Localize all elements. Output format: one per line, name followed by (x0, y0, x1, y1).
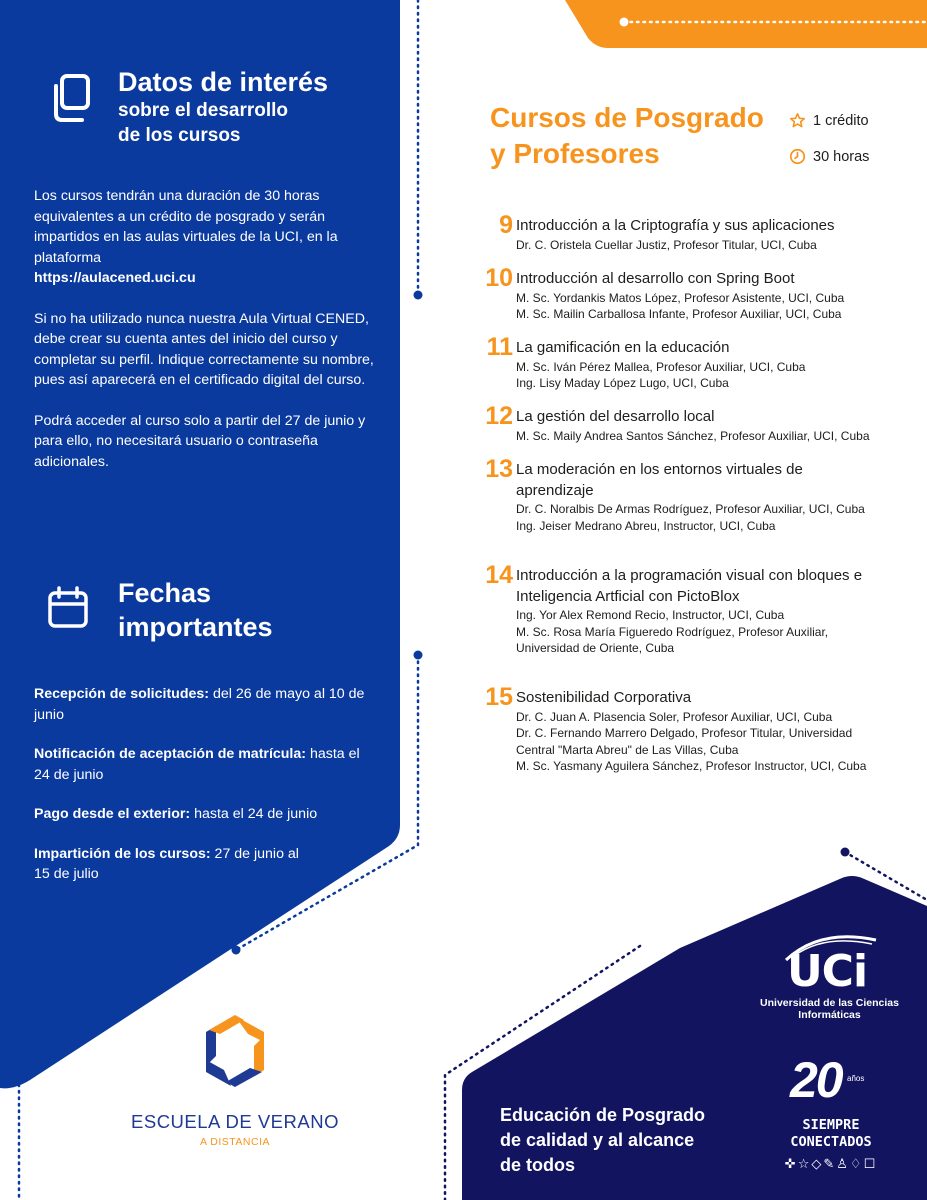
star-icon (789, 112, 806, 129)
uci-logo-text: UCi (786, 946, 868, 997)
date-label: Impartición de los cursos: (34, 845, 211, 862)
lightbulb-icon: ♢ (849, 1156, 864, 1171)
course-number: 13 (485, 455, 513, 483)
slogan-line3: de todos (500, 1155, 575, 1175)
course-title: Sostenibilidad Corporativa (516, 689, 692, 706)
course-title: Introducción a la programación visual con bloques e Inteligencia Artficial con PictoBlox (516, 567, 863, 605)
date-value: hasta el 24 de junio (190, 806, 318, 822)
info-title: Datos de interés (118, 67, 329, 97)
info-subtitle-line2: de los cursos (118, 125, 241, 146)
date-label: Recepción de solicitudes: (34, 686, 210, 702)
info-subtitle-line1: sobre el desarrollo (118, 100, 289, 121)
slogan-line2: de calidad y al alcance (500, 1130, 695, 1150)
course-number: 12 (485, 402, 513, 430)
course-teacher: Dr. C. Juan A. Plasencia Soler, Profesor Auxiliar, UCI, Cuba (516, 709, 833, 724)
uci-name-line2: Informáticas (798, 1009, 861, 1021)
anniversary-unit: años (847, 1074, 865, 1083)
gamepad-icon: ✜ (784, 1156, 798, 1171)
hours-text: 30 horas (813, 148, 870, 165)
course-teacher: Dr. C. Noralbis De Armas Rodríguez, Profesor Auxiliar, UCI, Cuba (516, 502, 865, 516)
course-title: Introducción al desarrollo con Spring Boot (516, 270, 795, 287)
date-value: hasta el 24 de junio (34, 746, 360, 783)
courses-title-line1: Cursos de Posgrado (490, 102, 764, 133)
course-title: La gestión del desarrollo local (516, 408, 715, 425)
star-outline-icon: ☆ (797, 1156, 812, 1171)
course-item (475, 455, 885, 534)
thumbs-up-icon: ♙ (836, 1156, 850, 1171)
info-body (34, 186, 374, 472)
platform-url[interactable]: https://aulacened.uci.cu (34, 270, 196, 286)
uci-name-line1: Universidad de las Ciencias (760, 997, 899, 1009)
date-item (34, 804, 374, 825)
course-number: 10 (485, 264, 513, 292)
date-value: del 26 de mayo al 10 de junio (34, 686, 365, 723)
course-item (475, 264, 905, 323)
course-title: La moderación en los entornos virtuales de aprendizaje (516, 461, 803, 499)
course-number: 11 (486, 333, 513, 361)
date-value: 27 de junio al 15 de julio (34, 845, 299, 882)
course-teacher: M. Sc. Yordankis Matos López, Profesor Asistente, UCI, Cuba (516, 290, 845, 305)
hexagon-logo (198, 1012, 272, 1095)
course-item (475, 683, 887, 775)
date-item (34, 744, 374, 785)
uci-motto-line2: CONECTADOS (790, 1134, 872, 1150)
course-teacher: Ing. Yor Alex Remond Recio, Instructor, UCI, Cuba (516, 608, 785, 622)
credit-text: 1 crédito (813, 112, 869, 129)
uci-name (752, 997, 907, 1021)
course-teacher: M. Sc. Yasmany Aguilera Sánchez, Profesor Instructor, UCI, Cuba (516, 759, 867, 773)
course-number: 15 (485, 683, 513, 711)
course-teacher: Dr. C. Fernando Marrero Delgado, Profesor Titular, Universidad Central "Marta Abreu" de Las Villas, Cuba (516, 726, 853, 757)
pen-icon: ✎ (823, 1156, 837, 1171)
dates-title-line1: Fechas (118, 578, 212, 608)
course-number: 9 (499, 211, 513, 239)
course-teacher: Ing. Lisy Maday López Lugo, UCI, Cuba (516, 376, 729, 390)
course-item (475, 561, 887, 657)
courses-heading (490, 100, 764, 172)
copy-documents-icon (48, 72, 96, 129)
hours-info (789, 148, 869, 165)
course-teacher: Dr. C. Oristela Cuellar Justiz, Profesor Titular, UCI, Cuba (516, 237, 817, 252)
slogan (500, 1103, 705, 1178)
escuela-title: ESCUELA DE VERANO (131, 1111, 339, 1132)
escuela-subtitle: A DISTANCIA (199, 1136, 271, 1148)
dates-list (34, 684, 374, 885)
info-paragraph-2: Si no ha utilizado nunca nuestra Aula Virtual CENED, debe crear su cuenta antes del inicio del curso y completar su perfil. Indique correctamente su nombre, pues así aparecerá en el certificado digital del curso. (34, 310, 374, 388)
credit-info (789, 112, 869, 129)
info-paragraph-3: Podrá acceder al curso solo a partir del 27 de junio y para ello, no necesitará usuario o contraseña adicionales. (34, 412, 366, 470)
course-teacher: M. Sc. Mailin Carballosa Infante, Profesor Auxiliar, UCI, Cuba (516, 307, 842, 321)
anniversary-number: 20 (790, 1052, 842, 1108)
hand-icon: ☐ (863, 1156, 878, 1171)
date-item (34, 684, 374, 725)
date-label: Notificación de aceptación de matrícula: (34, 746, 306, 762)
uci-motto (768, 1117, 894, 1151)
course-number: 14 (485, 561, 513, 589)
diamond-icon: ◇ (811, 1156, 824, 1171)
uci-icon-row (764, 1156, 898, 1172)
course-title: La gamificación en la educación (516, 339, 730, 356)
course-item (475, 211, 905, 253)
course-teacher: M. Sc. Iván Pérez Mallea, Profesor Auxiliar, UCI, Cuba (516, 359, 806, 374)
course-teacher: M. Sc. Maily Andrea Santos Sánchez, Profesor Auxiliar, UCI, Cuba (516, 428, 870, 443)
course-item (475, 402, 905, 444)
course-title: Introducción a la Criptografía y sus aplicaciones (516, 217, 835, 234)
date-item (34, 844, 304, 885)
course-teacher: Ing. Jeiser Medrano Abreu, Instructor, UCI, Cuba (516, 518, 776, 533)
info-paragraph-1: Los cursos tendrán una duración de 30 horas equivalentes a un crédito de posgrado y serán impartidos en las aulas virtuales de la UCI, en la plataforma (34, 188, 338, 266)
calendar-icon (46, 586, 90, 635)
clock-icon (789, 148, 806, 165)
date-label: Pago desde el exterior: (34, 806, 191, 822)
course-teacher: M. Sc. Rosa María Figueredo Rodríguez, Profesor Auxiliar, Universidad de Oriente, Cuba (516, 624, 829, 655)
dates-title-line2: importantes (118, 612, 273, 642)
dates-heading (118, 576, 273, 644)
courses-title-line2: y Profesores (490, 138, 660, 169)
uci-motto-line1: SIEMPRE (802, 1117, 860, 1133)
course-item (475, 333, 905, 392)
slogan-line1: Educación de Posgrado (500, 1105, 706, 1125)
info-heading (118, 66, 328, 148)
